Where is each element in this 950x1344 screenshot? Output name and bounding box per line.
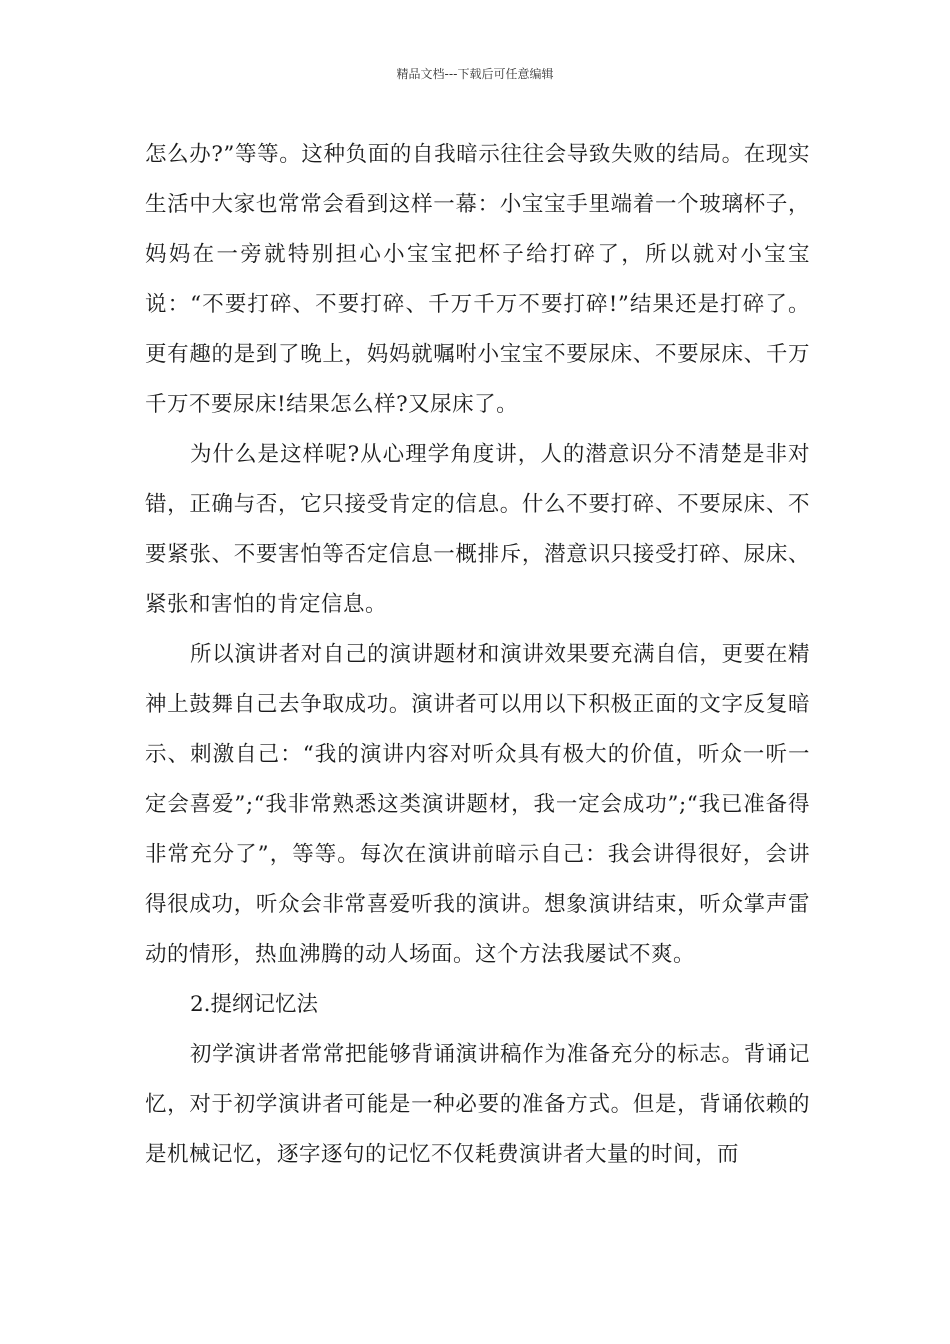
document-body [145, 130, 810, 1180]
paragraph-continuation: 怎么办?”等等。这种负面的自我暗示往往会导致失败的结局。在现实生活中大家也常常会看到这样一幕：小宝宝手里端着一个玻璃杯子，妈妈在一旁就特别担心小宝宝把杯子给打碎了，所以就对小宝宝说：“不要打碎、不要打碎、千万千万不要打碎!”结果还是打碎了。更有趣的是到了晚上，妈妈就嘱咐小宝宝不要尿床、不要尿床、千万千万不要尿床!结果怎么样?又尿床了。 [145, 142, 810, 417]
paragraph-subconscious: 为什么是这样呢?从心理学角度讲，人的潜意识分不清楚是非对错，正确与否，它只接受肯定的信息。什么不要打碎、不要尿床、不要紧张、不要害怕等否定信息一概排斥，潜意识只接受打碎、尿床、紧张和害怕的肯定信息。 [145, 442, 810, 617]
page-header: 精品文档---下载后可任意编辑 [396, 67, 554, 81]
paragraph-self-suggestion: 所以演讲者对自己的演讲题材和演讲效果要充满自信，更要在精神上鼓舞自己去争取成功。演讲者可以用以下积极正面的文字反复暗示、刺激自己：“我的演讲内容对听众具有极大的价值，听众一听一定会喜爱”;“我非常熟悉这类演讲题材，我一定会成功”;“我已准备得非常充分了”，等等。每次在演讲前暗示自己：我会讲得很好，会讲得很成功，听众会非常喜爱听我的演讲。想象演讲结束，听众掌声雷动的情形，热血沸腾的动人场面。这个方法我屡试不爽。 [145, 642, 810, 967]
section-heading: 2.提纲记忆法 [190, 992, 319, 1017]
paragraph-outline-memory: 初学演讲者常常把能够背诵演讲稿作为准备充分的标志。背诵记忆，对于初学演讲者可能是一种必要的准备方式。但是，背诵依赖的是机械记忆，逐字逐句的记忆不仅耗费演讲者大量的时间，而 [145, 1042, 810, 1167]
